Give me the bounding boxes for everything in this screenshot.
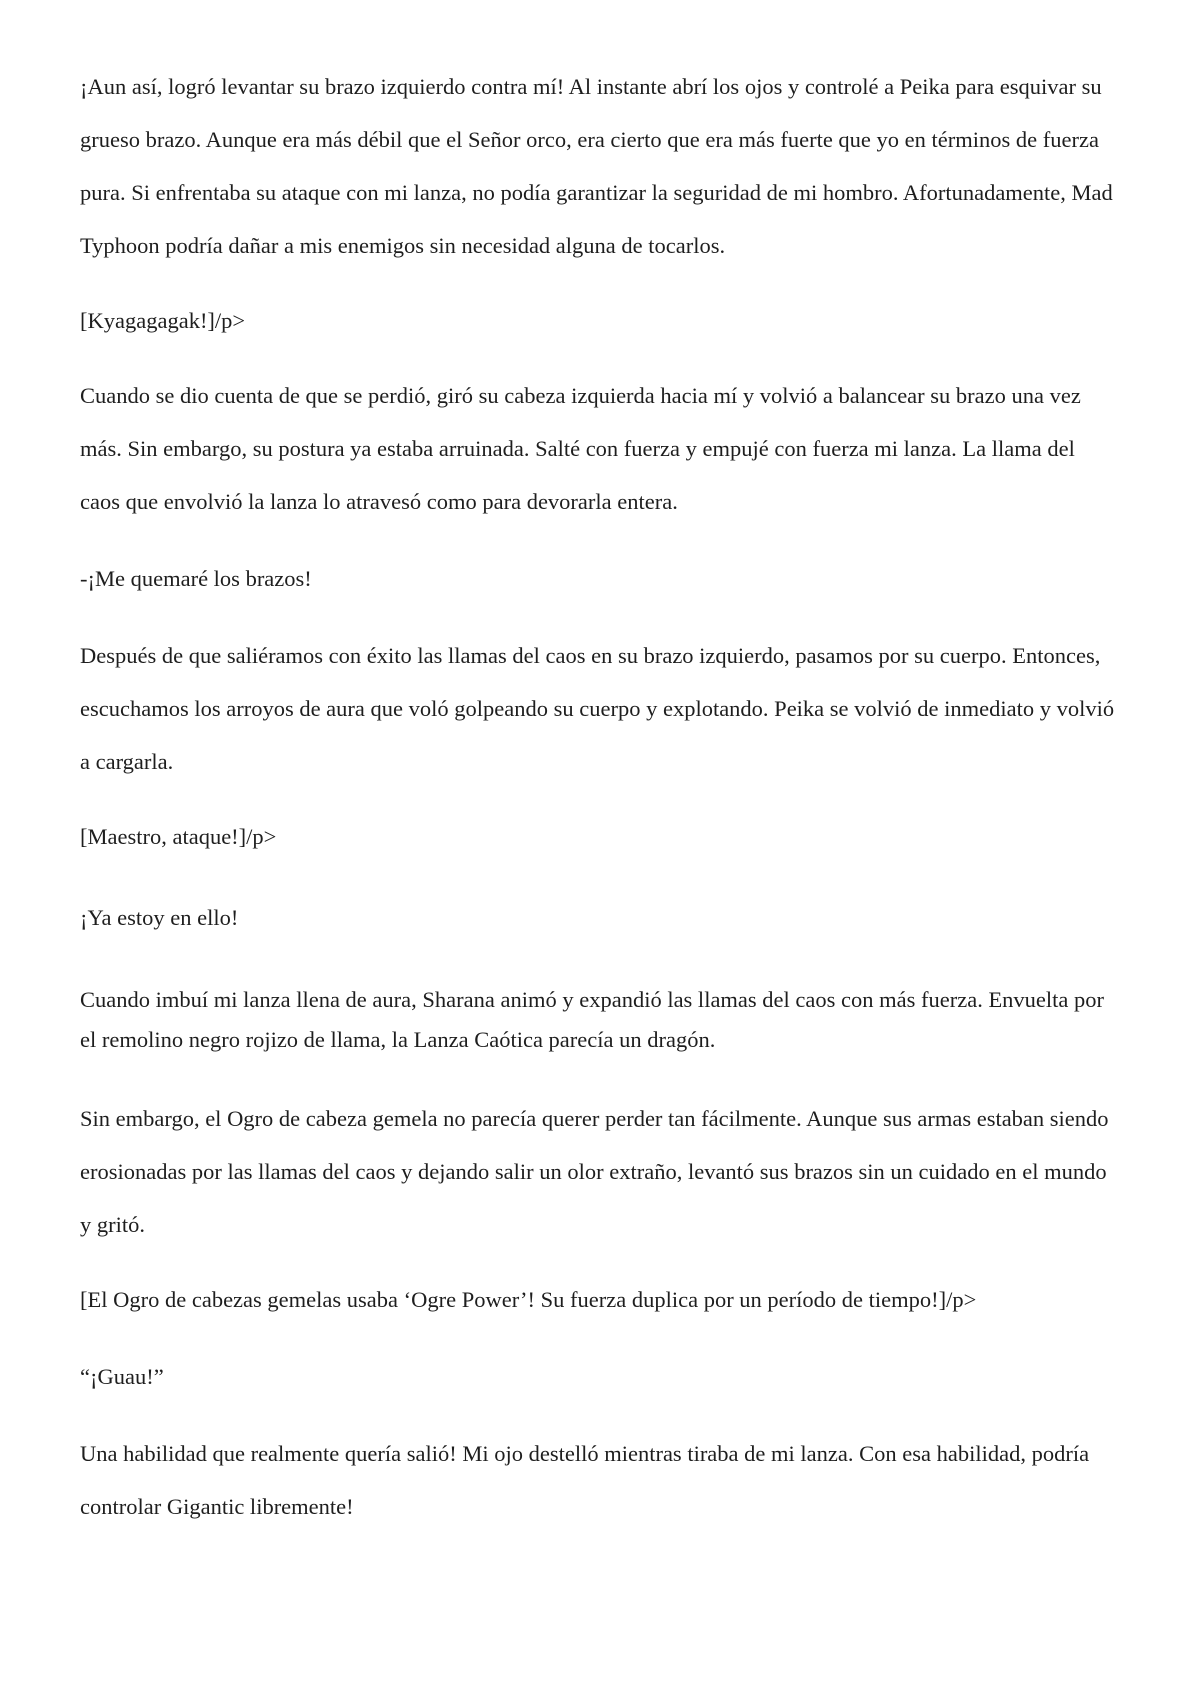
paragraph-11: “¡Guau!” bbox=[80, 1364, 164, 1389]
paragraph-12: Una habilidad que realmente quería salió! Mi ojo destelló mientras tiraba de mi lanza. Con esa habilidad, podría controlar Gigantic libremente! bbox=[80, 1441, 1090, 1519]
paragraph-1: ¡Aun así, logró levantar su brazo izquierdo contra mí! Al instante abrí los ojos y controlé a Peika para esquivar su grueso brazo. Aunque era más débil que el Señor orco, era cierto que era más fuerte que yo en términos de fuerza pura. Si enfrentaba su ataque con mi lanza, no podía garantizar la seguridad de mi hombro. Afortunadamente, Mad Typhoon podría dañar a mis enemigos sin necesidad alguna de tocarlos. bbox=[80, 74, 1113, 258]
paragraph-6: [Maestro, ataque!]/p> bbox=[80, 824, 277, 849]
paragraph-7: ¡Ya estoy en ello! bbox=[80, 905, 239, 930]
paragraph-3: Cuando se dio cuenta de que se perdió, giró su cabeza izquierda hacia mí y volvió a balancear su brazo una vez más. Sin embargo, su postura ya estaba arruinada. Salté con fuerza y empujé con fuerza mi lanza. La llama del caos que envolvió la lanza lo atravesó como para devorarla entera. bbox=[80, 383, 1081, 514]
paragraph-2: [Kyagagagak!]/p> bbox=[80, 308, 246, 333]
document-page bbox=[80, 60, 1120, 1533]
paragraph-9: Sin embargo, el Ogro de cabeza gemela no parecía querer perder tan fácilmente. Aunque sus armas estaban siendo erosionadas por las llamas del caos y dejando salir un olor extraño, levantó sus brazos sin un cuidado en el mundo y gritó. bbox=[80, 1106, 1109, 1237]
paragraph-8: Cuando imbuí mi lanza llena de aura, Sharana animó y expandió las llamas del caos con más fuerza. Envuelta por el remolino negro rojizo de llama, la Lanza Caótica parecía un dragón. bbox=[80, 987, 1105, 1052]
paragraph-10: [El Ogro de cabezas gemelas usaba ‘Ogre Power’! Su fuerza duplica por un período de tiempo!]/p> bbox=[80, 1287, 977, 1312]
paragraph-4: -¡Me quemaré los brazos! bbox=[80, 566, 312, 591]
paragraph-5: Después de que saliéramos con éxito las llamas del caos en su brazo izquierdo, pasamos por su cuerpo. Entonces, escuchamos los arroyos de aura que voló golpeando su cuerpo y explotando. Peika se volvió de inmediato y volvió a cargarla. bbox=[80, 643, 1115, 774]
